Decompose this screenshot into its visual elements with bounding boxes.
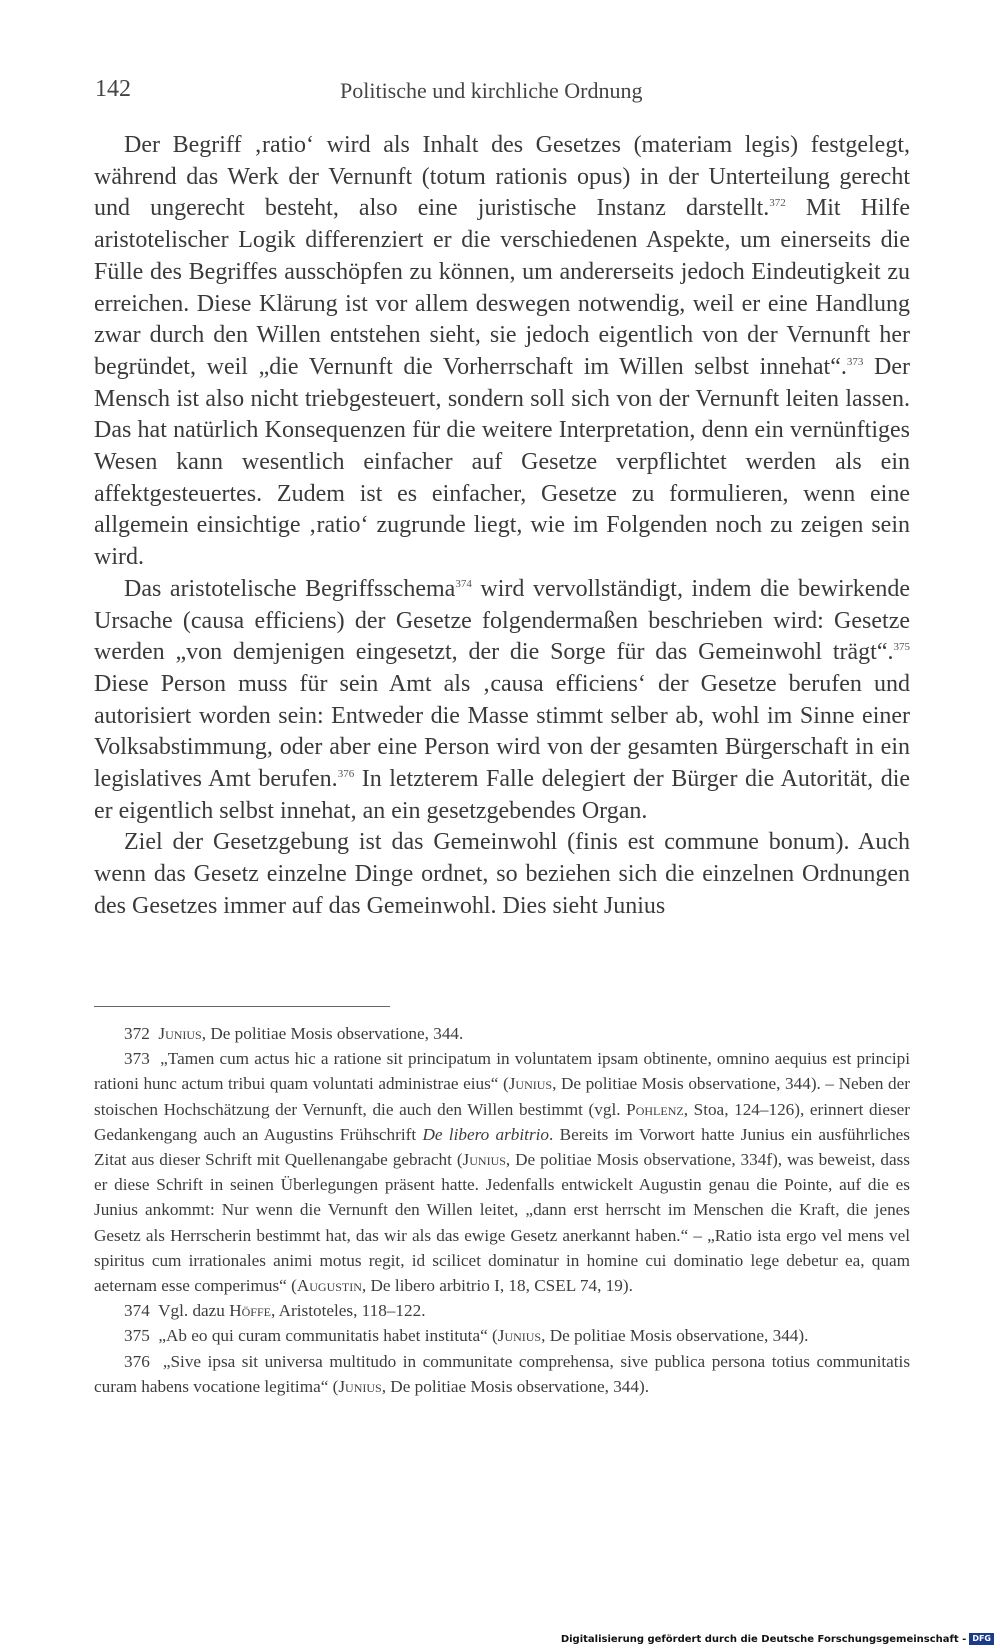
text-run: In letzterem Falle delegiert der Bürger die Autorität, die er eigentlich selbst innehat, an ein gesetzgebendes Organ. [94,766,911,824]
footnote-number: 372 [124,1024,150,1043]
text-run: , Stoa, 124–126), erinnert dieser Gedankengang auch an Augustins Frühschrift [94,1099,910,1144]
text-run: „Sive ipsa sit universa multitudo in communitate comprehensa, sive publica persona totius communitatis curam habens vocatione legitima“ ( [94,1351,911,1396]
footnote-ref-374[interactable]: 374 [455,577,472,590]
text-run: , De politiae Mosis observatione, 344. [201,1024,464,1043]
text-run: , De politiae Mosis observatione, 344). – Neben der stoischen Hochschätzung der Vernunft, die auch den Willen bestimmt (vgl. [94,1074,910,1119]
footnote-number: 376 [124,1351,150,1371]
footnote-ref-373[interactable]: 373 [846,355,864,368]
text-run: , De politiae Mosis observatione, 344). [381,1376,650,1396]
footnotes [94,1021,910,1399]
author-name: Höffe [229,1301,271,1321]
paragraph-1 [94,130,910,574]
author-name: Junius [158,1024,202,1043]
author-name: Augustin [296,1276,362,1296]
footnote-number: 375 [124,1326,150,1346]
text-run: Der Begriff ‚ratio‘ wird als Inhalt des Gesetzes (materiam legis) festgelegt, während das Werk der Vernunft (totum rationis opus) in der Unterteilung gerecht und ungerecht besteht, also eine juristische Instanz darstellt. [94,132,910,222]
text-run: Diese Person muss für sein Amt als ‚causa efficiens‘ der Gesetze berufen und autorisiert worden sein: Entweder die Masse stimmt selber ab, wohl im Sinne einer Volksabstimmung, oder aber eine Person wird von der gesamten Bürgerschaft in ein legislatives Amt berufen. [94,670,910,793]
text-run: . Bereits im Vorwort hatte Junius ein ausführliches Zitat aus dieser Schrift mit Quellenangabe gebracht ( [94,1124,910,1170]
dfg-logo: DFG [969,1633,994,1645]
footnote-ref-375[interactable]: 375 [893,641,910,654]
author-name: Junius [338,1376,382,1396]
text-run: Der Mensch ist also nicht triebgesteuert, sondern soll sich von der Vernunft leiten lassen. Das hat natürlich Konsequenzen für die weitere Interpretation, denn ein vernünftiges Wesen kann wesentlich einfacher auf Gesetze verpflichtet werden als ein affektgesteuertes. Zudem ist es einfacher, Gesetze zu formulieren, wenn eine allgemein einsichtige ‚ratio‘ zugrunde liegt, wie im Folgenden noch zu zeigen sein wird. [94,353,910,571]
footnote-375 [94,1323,910,1348]
footnote-374 [94,1298,910,1323]
footnote-ref-376[interactable]: 376 [337,768,355,781]
text-run: Das aristotelische Begriffsschema [124,575,456,602]
text-run: , De libero arbitrio I, 18, CSEL 74, 19). [361,1276,633,1296]
footnote-ref-372[interactable]: 372 [769,197,786,210]
text-run: , De politiae Mosis observatione, 344). [541,1326,809,1346]
text-run: , Aristoteles, 118–122. [270,1301,426,1321]
text-run: „Tamen cum actus hic a ratione sit principatum in voluntatem ipsam obtinente, omnino aequius est principi rationi hunc actum tribui quam voluntati administrae eius“ ( [94,1049,910,1094]
text-run: , De politiae Mosis observatione, 334f), was beweist, dass er diese Schrift in seinen Überlegungen präsent hatte. Jedenfalls entwickelt Augustin genau die Pointe, auf die es Junius ankommt: Nur wenn die Vernunft den Willen leitet, „dann erst herrscht im Menschen die Kraft, die jenes Gesetz als Herrscherin bestimmt hat, das wir als das ewige Gesetz anerkannt haben.“ – „Ratio ista ergo vel mens vel spiritus cum irrationales animi motus regit, id scilicet dominatur in homine cui dominatio lege debetur ea, quam aeternam esse comperimus“ ( [94,1150,910,1296]
footnote-373 [94,1046,910,1298]
footnote-376 [94,1349,910,1399]
running-head: Politische und kirchliche Ordnung [340,78,643,103]
footnote-number: 373 [124,1049,150,1069]
author-name: Junius [462,1150,506,1170]
page-number: 142 [95,76,131,102]
text-run: wird vervollständigt, indem die bewirkende Ursache (causa efficiens) der Gesetze folgendermaßen beschrieben wird: Gesetze werden „von demjenigen eingesetzt, der die Sorge für das Gemeinwohl trägt“. [94,575,910,666]
author-name: Junius [508,1074,553,1094]
paragraph-2 [94,574,910,828]
paragraph-3: Ziel der Gesetzgebung ist das Gemeinwohl (finis est commune bonum). Auch wenn das Gesetz einzelne Dinge ordnet, so beziehen sich die einzelnen Ordnungen des Gesetzes immer auf das Gemeinwohl. Dies sieht Junius [94,829,910,919]
credit-text: Digitalisierung gefördert durch die Deutsche Forschungsgemeinschaft - [560,1634,967,1645]
footnote-372 [94,1021,910,1046]
text-run: „Ab eo qui curam communitatis habet instituta“ ( [158,1326,498,1346]
footnote-number: 374 [124,1301,150,1321]
author-name: Pohlenz [626,1099,684,1119]
digitization-credit [561,1633,994,1647]
text-run: Mit Hilfe aristotelischer Logik differenziert er die verschiedenen Aspekte, um einerseits die Fülle des Begriffes ausschöpfen zu können, um andererseits jedoch Eindeutigkeit zu erreichen. Diese Klärung ist vor allem deswegen notwendig, weil er eine Handlung zwar durch den Willen entstehen sieht, sie jedoch eigentlich von der Vernunft her begründet, weil „die Vernunft die Vorherrschaft im Willen selbst innehat“. [94,195,910,380]
body-text [94,130,910,923]
text-run: Vgl. dazu [158,1301,230,1321]
footnote-divider [94,1006,390,1007]
work-title: De libero arbitrio [422,1124,550,1144]
author-name: Junius [497,1326,542,1346]
